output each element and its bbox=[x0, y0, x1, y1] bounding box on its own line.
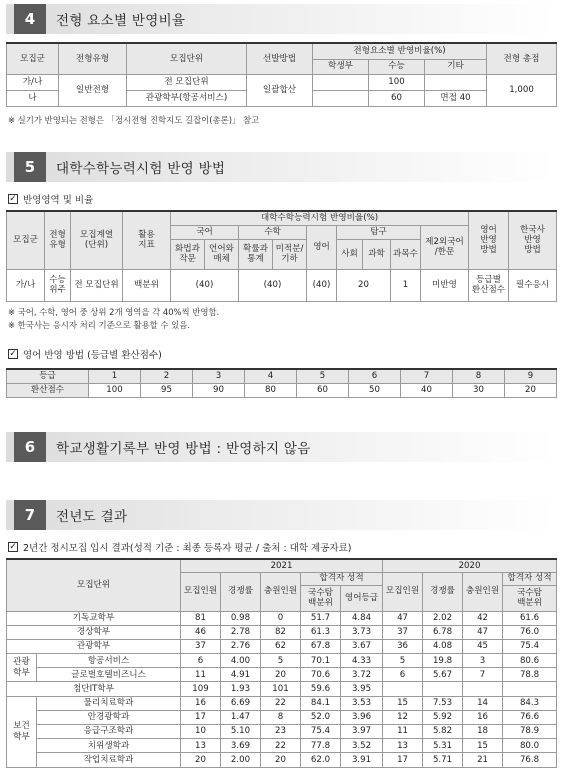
cell: 52.0 bbox=[301, 710, 341, 724]
col-unit: 모집계열 (단위) bbox=[71, 211, 123, 269]
cell: 84.1 bbox=[301, 696, 341, 710]
cell: 51.7 bbox=[301, 611, 341, 625]
checkbox-icon: ✓ bbox=[9, 541, 17, 552]
section-number: 5 bbox=[14, 152, 46, 182]
cell: 61.6 bbox=[503, 611, 557, 625]
cell: 60 bbox=[369, 90, 425, 106]
col-fill: 충원인원 bbox=[463, 572, 503, 611]
table-row bbox=[7, 710, 557, 724]
subheading-label: 2년간 정시모집 입시 결과(성적 기준 : 최종 등록자 평균 / 출처 : 대학 제공자료) bbox=[23, 543, 352, 554]
group-label: 보건 학부 bbox=[7, 696, 37, 767]
unit-name: 기독교학부 bbox=[7, 611, 181, 625]
cell: 20 bbox=[337, 269, 391, 301]
cell: 20 bbox=[181, 753, 221, 767]
results-table bbox=[6, 558, 557, 768]
section-6-header bbox=[6, 432, 556, 462]
cell: 백분위 bbox=[123, 269, 171, 301]
table-row bbox=[7, 753, 557, 767]
cell bbox=[463, 682, 503, 696]
cell: 6 bbox=[383, 668, 423, 682]
col-competition: 경쟁률 bbox=[423, 572, 463, 611]
cell: 20 bbox=[261, 668, 301, 682]
cell: 일괄합산 bbox=[247, 74, 313, 106]
unit-name: 첨단IT학부 bbox=[7, 682, 181, 696]
cell: 42 bbox=[463, 611, 503, 625]
score: 40 bbox=[401, 383, 453, 397]
table-row bbox=[7, 696, 557, 710]
col-quota: 모집인원 bbox=[181, 572, 221, 611]
cell: 67.8 bbox=[301, 639, 341, 653]
cell: 1.93 bbox=[221, 682, 261, 696]
checkbox-icon: ✓ bbox=[9, 193, 17, 204]
grade: 7 bbox=[401, 369, 453, 383]
col-gpa: 학생부 bbox=[313, 59, 369, 74]
cell: 14 bbox=[463, 696, 503, 710]
cell: 6.69 bbox=[221, 696, 261, 710]
cell: (40) bbox=[239, 269, 307, 301]
note: ※ 실기가 반영되는 전형은 「정시전형 진학지도 길잡이(총론)」 참고 bbox=[8, 115, 260, 125]
col-sub: 확률과 통계 bbox=[239, 239, 273, 269]
cell: 가/나 bbox=[7, 269, 45, 301]
cell: 미반영 bbox=[421, 269, 469, 301]
cell: 23 bbox=[261, 725, 301, 739]
col-inquiry: 탐구 bbox=[337, 225, 421, 239]
table-row bbox=[7, 682, 557, 696]
cell: 1,000 bbox=[487, 74, 557, 106]
cell: 82 bbox=[261, 625, 301, 639]
col-history: 한국사 반영 방법 bbox=[509, 211, 557, 269]
cell: 20 bbox=[261, 753, 301, 767]
cell: 4.00 bbox=[221, 654, 261, 668]
col-type: 전형 유형 bbox=[45, 211, 71, 269]
col-total: 전형 총점 bbox=[487, 43, 557, 74]
col-eng-method: 영어 반영 방법 bbox=[469, 211, 509, 269]
cell: 47 bbox=[463, 625, 503, 639]
cell: 전 모집단위 bbox=[71, 269, 123, 301]
cell: 등급별 환산점수 bbox=[469, 269, 509, 301]
csat-ratio-table bbox=[6, 210, 557, 302]
col-score: 합격자 성적 bbox=[503, 572, 557, 585]
note: ※ 국어, 수학, 영어 중 상위 2개 영역을 각 40%씩 반영함. bbox=[8, 307, 220, 317]
col-sub: 과학 bbox=[363, 239, 391, 269]
cell: 2.00 bbox=[221, 753, 261, 767]
section-number: 6 bbox=[14, 432, 46, 462]
unit-name: 치위생학과 bbox=[37, 739, 181, 753]
cell: 75.4 bbox=[301, 725, 341, 739]
cell: 전 모집단위 bbox=[127, 74, 247, 90]
table-row bbox=[7, 639, 557, 653]
cell: 62.0 bbox=[301, 753, 341, 767]
score: 100 bbox=[89, 383, 141, 397]
cell: 4.08 bbox=[423, 639, 463, 653]
score: 20 bbox=[505, 383, 557, 397]
cell: 5.71 bbox=[423, 753, 463, 767]
col-english: 영어 bbox=[307, 225, 337, 269]
cell: 17 bbox=[383, 753, 423, 767]
score: 95 bbox=[141, 383, 193, 397]
cell: 관광학부(항공서비스) bbox=[127, 90, 247, 106]
cell: 5 bbox=[383, 654, 423, 668]
cell: (40) bbox=[171, 269, 239, 301]
subheading-label: 반영영역 및 비율 bbox=[23, 195, 94, 206]
col-index: 활용 지표 bbox=[123, 211, 171, 269]
cell: 80.6 bbox=[503, 654, 557, 668]
cell: 3.95 bbox=[341, 682, 383, 696]
table-row bbox=[7, 739, 557, 753]
grade: 1 bbox=[89, 369, 141, 383]
cell: 84.3 bbox=[503, 696, 557, 710]
table-row bbox=[7, 654, 557, 668]
cell: 16 bbox=[463, 710, 503, 724]
cell: 22 bbox=[261, 739, 301, 753]
cell: 76.0 bbox=[503, 625, 557, 639]
score: 60 bbox=[297, 383, 349, 397]
grade: 6 bbox=[349, 369, 401, 383]
cell: 필수응시 bbox=[509, 269, 557, 301]
cell: 75.4 bbox=[503, 639, 557, 653]
unit-name: 경상학부 bbox=[7, 625, 181, 639]
table-row bbox=[7, 625, 557, 639]
cell: 5.82 bbox=[423, 725, 463, 739]
col-percentile: 국수탐 백분위 bbox=[503, 585, 557, 611]
col-etc: 기타 bbox=[425, 59, 487, 74]
score: 90 bbox=[193, 383, 245, 397]
cell: 19.8 bbox=[423, 654, 463, 668]
cell: 0.98 bbox=[221, 611, 261, 625]
cell: 4.33 bbox=[341, 654, 383, 668]
cell: 6 bbox=[181, 654, 221, 668]
cell: 59.6 bbox=[301, 682, 341, 696]
cell: 101 bbox=[261, 682, 301, 696]
cell: 46 bbox=[181, 625, 221, 639]
col-method: 선발방법 bbox=[247, 43, 313, 74]
section-7-header bbox=[6, 500, 556, 530]
section-title: 대학수학능력시험 반영 방법 bbox=[56, 161, 226, 177]
col-group: 모집군 bbox=[7, 211, 45, 269]
cell: 76.6 bbox=[503, 710, 557, 724]
cell: 3.69 bbox=[221, 739, 261, 753]
cell: 13 bbox=[181, 739, 221, 753]
cell bbox=[383, 682, 423, 696]
subheading-label: 영어 반영 방법 (등급별 환산점수) bbox=[23, 350, 162, 361]
cell: 37 bbox=[181, 639, 221, 653]
cell: 70.6 bbox=[301, 668, 341, 682]
col-unit: 모집단위 bbox=[127, 43, 247, 74]
cell: 3.72 bbox=[341, 668, 383, 682]
cell: 76.8 bbox=[503, 753, 557, 767]
cell: 15 bbox=[463, 739, 503, 753]
cell: 15 bbox=[383, 696, 423, 710]
cell: 7 bbox=[463, 668, 503, 682]
cell bbox=[425, 74, 487, 90]
cell: 면접 40 bbox=[425, 90, 487, 106]
col-fill: 충원인원 bbox=[261, 572, 301, 611]
col-quota: 모집인원 bbox=[383, 572, 423, 611]
cell: 21 bbox=[463, 753, 503, 767]
unit-name: 응급구조학과 bbox=[37, 725, 181, 739]
cell bbox=[503, 682, 557, 696]
cell: 3.52 bbox=[341, 739, 383, 753]
section-5-header bbox=[6, 152, 556, 182]
cell: 3.96 bbox=[341, 710, 383, 724]
table-row bbox=[7, 725, 557, 739]
section-number: 7 bbox=[14, 500, 46, 530]
cell: 2.78 bbox=[221, 625, 261, 639]
cell: 16 bbox=[181, 696, 221, 710]
cell: 36 bbox=[383, 639, 423, 653]
col-sub: 과목수 bbox=[391, 239, 421, 269]
grade-label: 등급 bbox=[7, 369, 89, 383]
score: 30 bbox=[453, 383, 505, 397]
table-row bbox=[7, 611, 557, 625]
cell: 77.8 bbox=[301, 739, 341, 753]
section-title: 학교생활기록부 반영 방법 : 반영하지 않음 bbox=[56, 441, 311, 457]
cell: 가/나 bbox=[7, 74, 59, 90]
group-label: 관광 학부 bbox=[7, 654, 37, 682]
cell: 2.76 bbox=[221, 639, 261, 653]
cell bbox=[313, 74, 369, 90]
col-sub: 화법과 작문 bbox=[171, 239, 205, 269]
unit-name: 항공서비스 bbox=[37, 654, 181, 668]
cell: 3.97 bbox=[341, 725, 383, 739]
cell: 7.53 bbox=[423, 696, 463, 710]
col-competition: 경쟁률 bbox=[221, 572, 261, 611]
cell: 3.73 bbox=[341, 625, 383, 639]
cell: 0 bbox=[261, 611, 301, 625]
section-number: 4 bbox=[14, 4, 46, 34]
cell: 3.67 bbox=[341, 639, 383, 653]
cell: 18 bbox=[463, 725, 503, 739]
subheading bbox=[8, 192, 93, 206]
grade: 3 bbox=[193, 369, 245, 383]
score: 80 bbox=[245, 383, 297, 397]
english-grade-table bbox=[6, 368, 557, 398]
cell: 22 bbox=[261, 696, 301, 710]
cell: 3.91 bbox=[341, 753, 383, 767]
col-ratio: 전형요소별 반영비율(%) bbox=[313, 43, 487, 59]
col-type: 전형유형 bbox=[59, 43, 127, 74]
note: ※ 한국사는 응시자 처리 기준으로 활용할 수 있음. bbox=[8, 320, 191, 330]
cell: 1 bbox=[391, 269, 421, 301]
cell: 100 bbox=[369, 74, 425, 90]
cell: 47 bbox=[383, 611, 423, 625]
cell: 4.91 bbox=[221, 668, 261, 682]
score: 50 bbox=[349, 383, 401, 397]
cell: 8 bbox=[261, 710, 301, 724]
grade: 2 bbox=[141, 369, 193, 383]
grade: 4 bbox=[245, 369, 297, 383]
col-group: 모집군 bbox=[7, 43, 59, 74]
cell: 2.02 bbox=[423, 611, 463, 625]
cell: 13 bbox=[383, 739, 423, 753]
col-score: 합격자 성적 bbox=[301, 572, 383, 585]
cell bbox=[313, 90, 369, 106]
score-label: 환산점수 bbox=[7, 383, 89, 397]
cell: 81 bbox=[181, 611, 221, 625]
section-4-header bbox=[6, 4, 556, 34]
unit-name: 관광학부 bbox=[7, 639, 181, 653]
cell: 70.1 bbox=[301, 654, 341, 668]
grade: 9 bbox=[505, 369, 557, 383]
cell: 5.10 bbox=[221, 725, 261, 739]
cell: 61.3 bbox=[301, 625, 341, 639]
cell: 12 bbox=[383, 710, 423, 724]
cell: 62 bbox=[261, 639, 301, 653]
cell: 10 bbox=[181, 725, 221, 739]
unit-name: 글로벌호텔비즈니스 bbox=[37, 668, 181, 682]
col-sub: 언어와 매체 bbox=[205, 239, 239, 269]
cell: 80.0 bbox=[503, 739, 557, 753]
cell: 45 bbox=[463, 639, 503, 653]
table-row bbox=[7, 74, 557, 90]
col-percentile: 국수탐 백분위 bbox=[301, 585, 341, 611]
col-korean: 국어 bbox=[171, 225, 239, 239]
cell: 5.31 bbox=[423, 739, 463, 753]
col-math: 수학 bbox=[239, 225, 307, 239]
col-second-lang: 제2외국어 /한문 bbox=[421, 225, 469, 269]
cell: 78.8 bbox=[503, 668, 557, 682]
unit-name: 안경광학과 bbox=[37, 710, 181, 724]
cell: 5.92 bbox=[423, 710, 463, 724]
cell: 78.9 bbox=[503, 725, 557, 739]
col-unit: 모집단위 bbox=[7, 559, 181, 611]
cell: 3.53 bbox=[341, 696, 383, 710]
checkbox-icon: ✓ bbox=[9, 348, 17, 359]
cell: 109 bbox=[181, 682, 221, 696]
col-csat: 수능 bbox=[369, 59, 425, 74]
col-year-2020: 2020 bbox=[383, 559, 557, 572]
cell: (40) bbox=[307, 269, 337, 301]
grade: 8 bbox=[453, 369, 505, 383]
cell: 11 bbox=[181, 668, 221, 682]
cell: 3 bbox=[463, 654, 503, 668]
col-ratio: 대학수학능력시험 반영비율(%) bbox=[171, 211, 469, 225]
unit-name: 작업치료학과 bbox=[37, 753, 181, 767]
subheading bbox=[8, 540, 351, 554]
cell: 4.84 bbox=[341, 611, 383, 625]
subheading bbox=[8, 347, 162, 361]
cell: 1.47 bbox=[221, 710, 261, 724]
col-english-grade: 영어등급 bbox=[341, 585, 383, 611]
section-title: 전년도 결과 bbox=[56, 509, 128, 525]
cell bbox=[423, 682, 463, 696]
cell: 일반전형 bbox=[59, 74, 127, 106]
section-title: 전형 요소별 반영비율 bbox=[56, 13, 186, 29]
cell: 11 bbox=[383, 725, 423, 739]
col-sub: 미적분/ 기하 bbox=[273, 239, 307, 269]
cell: 5.67 bbox=[423, 668, 463, 682]
selection-ratio-table bbox=[6, 42, 557, 107]
unit-name: 물리치료학과 bbox=[37, 696, 181, 710]
cell: 5 bbox=[261, 654, 301, 668]
grade: 5 bbox=[297, 369, 349, 383]
cell: 17 bbox=[181, 710, 221, 724]
col-year-2021: 2021 bbox=[181, 559, 383, 572]
table-row bbox=[7, 668, 557, 682]
cell: 수능 위주 bbox=[45, 269, 71, 301]
col-sub: 사회 bbox=[337, 239, 363, 269]
cell: 37 bbox=[383, 625, 423, 639]
cell: 6.78 bbox=[423, 625, 463, 639]
table-row bbox=[7, 269, 557, 301]
cell: 나 bbox=[7, 90, 59, 106]
